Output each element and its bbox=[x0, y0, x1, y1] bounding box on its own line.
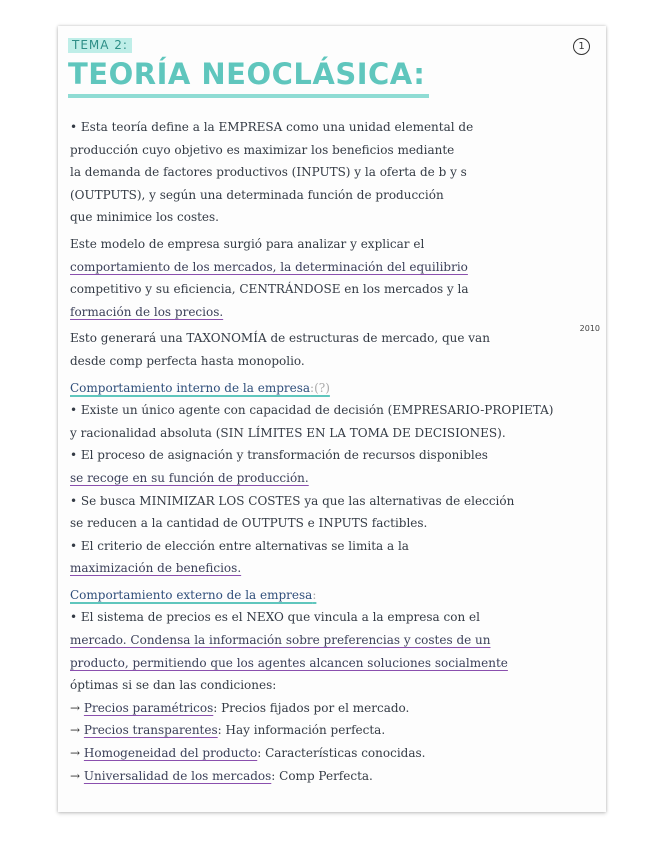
margin-note: 2010 bbox=[579, 324, 600, 333]
condition-desc: : Precios fijados por el mercado. bbox=[213, 700, 410, 715]
intro-line: la demanda de factores productivos (INPUTS) y la oferta de b y s bbox=[70, 165, 467, 180]
model-line: Este modelo de empresa surgió para analizar y explicar el bbox=[70, 236, 425, 251]
internal-heading-note: :(?) bbox=[310, 380, 330, 395]
list-item: producto, permitiendo que los agentes alcancen soluciones socialmente bbox=[70, 655, 508, 670]
list-item: • Existe un único agente con capacidad de decisión (EMPRESARIO-PROPIETA) bbox=[70, 403, 554, 418]
model-line: competitivo y su eficiencia, CENTRÁNDOSE en los mercados y la bbox=[70, 282, 469, 297]
list-item: óptimas si se dan las condiciones: bbox=[70, 678, 277, 693]
list-item: se recoge en su función de producción. bbox=[70, 470, 309, 485]
condition-desc: : Hay información perfecta. bbox=[217, 723, 386, 738]
taxonomy-paragraph bbox=[70, 327, 600, 372]
model-line: comportamiento de los mercados, la determinación del equilibrio bbox=[70, 259, 468, 274]
condition-item bbox=[70, 742, 600, 765]
page-title: TEORÍA NEOCLÁSICA: bbox=[68, 54, 429, 98]
intro-line: que minimice los costes. bbox=[70, 210, 219, 225]
condition-item bbox=[70, 719, 600, 742]
condition-term: Precios transparentes bbox=[83, 723, 218, 738]
intro-line: (OUTPUTS), y según una determinada función de producción bbox=[70, 187, 444, 202]
list-item: mercado. Condensa la información sobre preferencias y costes de un bbox=[70, 633, 491, 648]
list-item: y racionalidad absoluta (SIN LÍMITES EN LA TOMA DE DECISIONES). bbox=[70, 425, 506, 440]
topic-tag: TEMA 2: bbox=[68, 38, 132, 53]
condition-desc: : Comp Perfecta. bbox=[271, 768, 373, 783]
list-item: • El proceso de asignación y transformación de recursos disponibles bbox=[70, 448, 488, 463]
internal-heading-text: Comportamiento interno de la empresa bbox=[70, 380, 311, 395]
external-list bbox=[70, 606, 600, 696]
condition-desc: : Características conocidas. bbox=[257, 746, 426, 761]
internal-heading bbox=[70, 377, 600, 400]
notebook-page bbox=[58, 26, 606, 812]
arrow-right-icon: → bbox=[70, 768, 81, 783]
page-number: 1 bbox=[573, 38, 590, 55]
external-heading-note: : bbox=[312, 587, 317, 602]
intro-line: • Esta teoría define a la EMPRESA como una unidad elemental de bbox=[70, 120, 474, 134]
condition-term: Precios paramétricos bbox=[83, 700, 214, 715]
conditions-list bbox=[70, 697, 600, 787]
external-heading bbox=[70, 584, 600, 607]
list-item: se reducen a la cantidad de OUTPUTS e INPUTS factibles. bbox=[70, 516, 428, 531]
arrow-right-icon: → bbox=[70, 723, 81, 738]
list-item: maximización de beneficios. bbox=[70, 561, 242, 576]
model-line: formación de los precios. bbox=[70, 304, 224, 319]
internal-list bbox=[70, 399, 600, 580]
arrow-right-icon: → bbox=[70, 746, 81, 761]
external-heading-text: Comportamiento externo de la empresa bbox=[70, 587, 313, 602]
intro-line: producción cuyo objetivo es maximizar los beneficios mediante bbox=[70, 142, 455, 157]
taxonomy-line: desde comp perfecta hasta monopolio. bbox=[70, 353, 305, 368]
list-item: • Se busca MINIMIZAR LOS COSTES ya que las alternativas de elección bbox=[70, 493, 515, 508]
condition-term: Homogeneidad del producto bbox=[83, 746, 258, 761]
taxonomy-line: Esto generará una TAXONOMÍA de estructuras de mercado, que van bbox=[70, 331, 490, 346]
arrow-right-icon: → bbox=[70, 700, 81, 715]
notes-body bbox=[70, 116, 600, 787]
condition-term: Universalidad de los mercados bbox=[83, 768, 272, 783]
list-item: • El sistema de precios es el NEXO que vincula a la empresa con el bbox=[70, 610, 480, 625]
list-item: • El criterio de elección entre alternativas se limita a la bbox=[70, 538, 409, 553]
condition-item bbox=[70, 697, 600, 720]
condition-item bbox=[70, 765, 600, 788]
intro-paragraph bbox=[70, 116, 600, 229]
model-paragraph bbox=[70, 233, 600, 323]
